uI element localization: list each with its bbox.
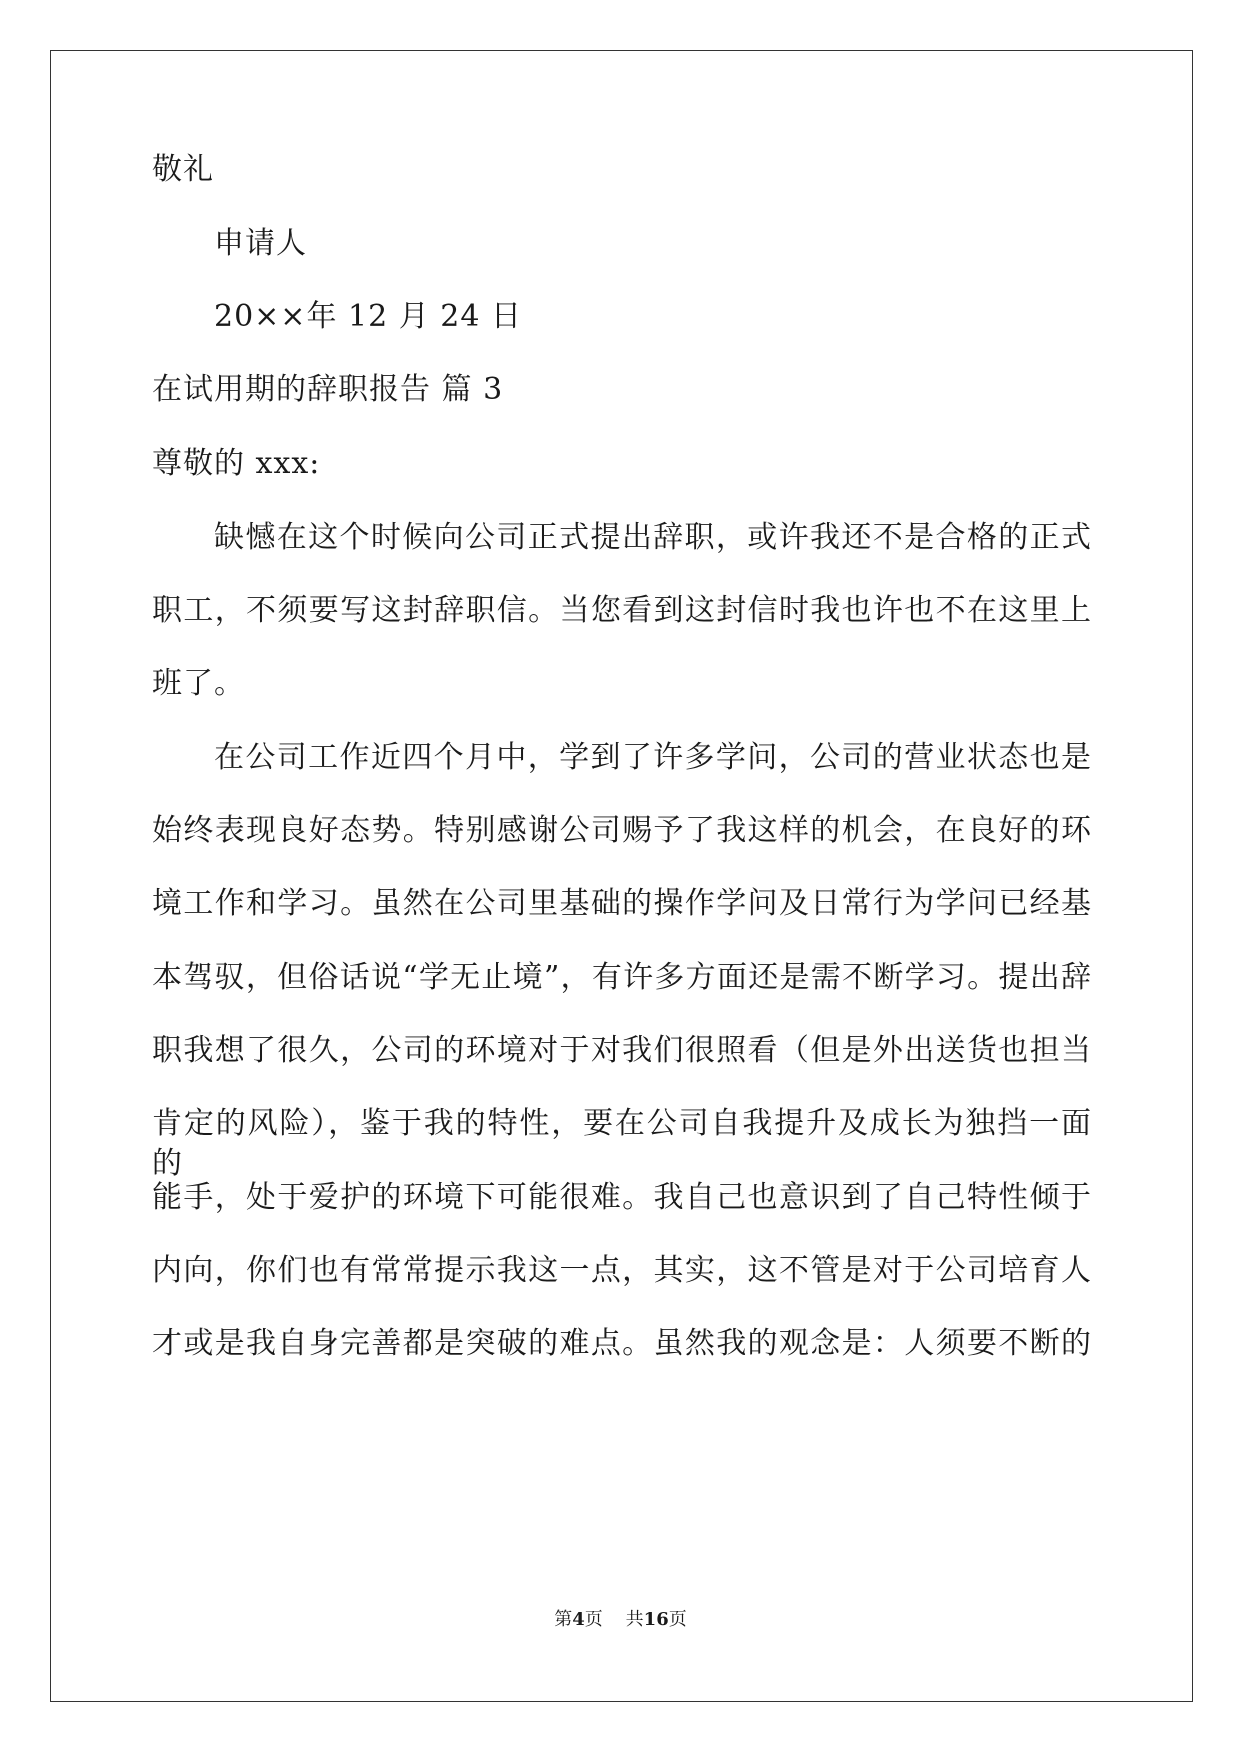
- section-title: 在试用期的辞职报告 篇 3: [152, 372, 504, 407]
- current-page-number: 4: [572, 1609, 585, 1630]
- footer-total-prefix: 共: [625, 1609, 644, 1630]
- date-text: 20××年 12 月 24 日: [214, 299, 522, 334]
- closing-text: 敬礼: [152, 152, 214, 187]
- paragraph2-line: 才或是我自身完善都是突破的难点。虽然我的观念是：人须要不断的: [152, 1326, 1092, 1361]
- paragraph2-line: 肯定的风险），鉴于我的特性，要在公司自我提升及成长为独挡一面的: [152, 1106, 1092, 1181]
- paragraph2-line: 能手，处于爱护的环境下可能很难。我自己也意识到了自己特性倾于: [152, 1180, 1092, 1215]
- paragraph1-line: 班了。: [152, 666, 245, 701]
- paragraph2-line: 境工作和学习。虽然在公司里基础的操作学问及日常行为学问已经基: [152, 886, 1092, 921]
- total-pages-number: 16: [643, 1609, 669, 1630]
- applicant-label: 申请人: [214, 226, 307, 261]
- footer-page-word: 页: [584, 1609, 603, 1630]
- paragraph2-line: 内向，你们也有常常提示我这一点，其实，这不管是对于公司培育人: [152, 1253, 1092, 1288]
- paragraph2-line: 本驾驭，但俗话说“学无止境”，有许多方面还是需不断学习。提出辞: [152, 960, 1092, 995]
- paragraph2-line: 始终表现良好态势。特别感谢公司赐予了我这样的机会，在良好的环: [152, 813, 1092, 848]
- salutation: 尊敬的 xxx:: [152, 446, 321, 481]
- paragraph1-line: 缺憾在这个时候向公司正式提出辞职，或许我还不是合格的正式: [214, 520, 1092, 555]
- paragraph1-line: 职工，不须要写这封辞职信。当您看到这封信时我也许也不在这里上: [152, 593, 1092, 628]
- page-footer: [0, 1608, 1241, 1632]
- footer-total-suffix: 页: [668, 1609, 687, 1630]
- paragraph2-line: 职我想了很久，公司的环境对于对我们很照看（但是外出送货也担当: [152, 1033, 1092, 1068]
- footer-prefix: 第: [554, 1609, 573, 1630]
- paragraph2-line: 在公司工作近四个月中，学到了许多学问，公司的营业状态也是: [214, 740, 1092, 775]
